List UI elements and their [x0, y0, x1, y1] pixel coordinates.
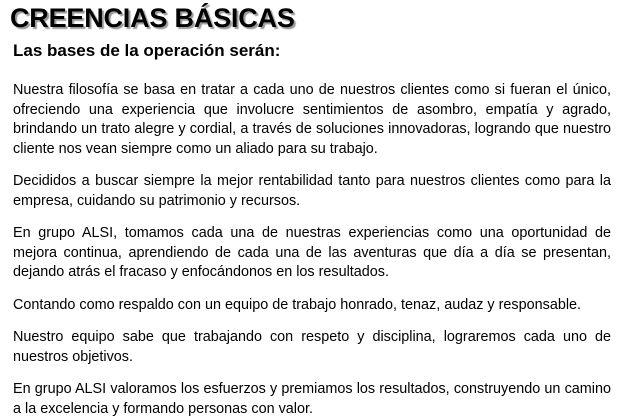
paragraph-respect-discipline: Nuestro equipo sabe que trabajando con respeto y disciplina, lograremos cada uno de nuestros objetivos. [13, 329, 611, 365]
paragraph-continuous-improvement: En grupo ALSI, tomamos cada una de nuestras experiencias como una oportunidad de mejora continua, aprendiendo de cada una de las aventuras que día a día se presentan, dejando atrás el fracaso y enfocándonos en los resultados. [13, 225, 611, 280]
paragraph-excellence: En grupo ALSI valoramos los esfuerzos y premiamos los resultados, construyendo un camino a la excelencia y formando personas con valor. [13, 381, 611, 417]
paragraph-team: Contando como respaldo con un equipo de trabajo honrado, tenaz, audaz y responsable. [13, 296, 582, 313]
document-body [13, 81, 611, 419]
page-subtitle: Las bases de la operación serán: [13, 41, 281, 60]
page-title: CREENCIAS BÁSICAS [10, 3, 295, 33]
paragraph-philosophy: Nuestra filosofía se basa en tratar a cada uno de nuestros clientes como si fueran el único, ofreciendo una experiencia que involucre sentimientos de asombro, empatía y agrado, brindando un trato alegre y cordial, a través de soluciones innovadoras, logrando que nuestro cliente nos vean siempre como un aliado para su trabajo. [13, 82, 611, 157]
paragraph-profitability: Decididos a buscar siempre la mejor rentabilidad tanto para nuestros clientes como para la empresa, cuidando su patrimonio y recursos. [13, 173, 611, 209]
